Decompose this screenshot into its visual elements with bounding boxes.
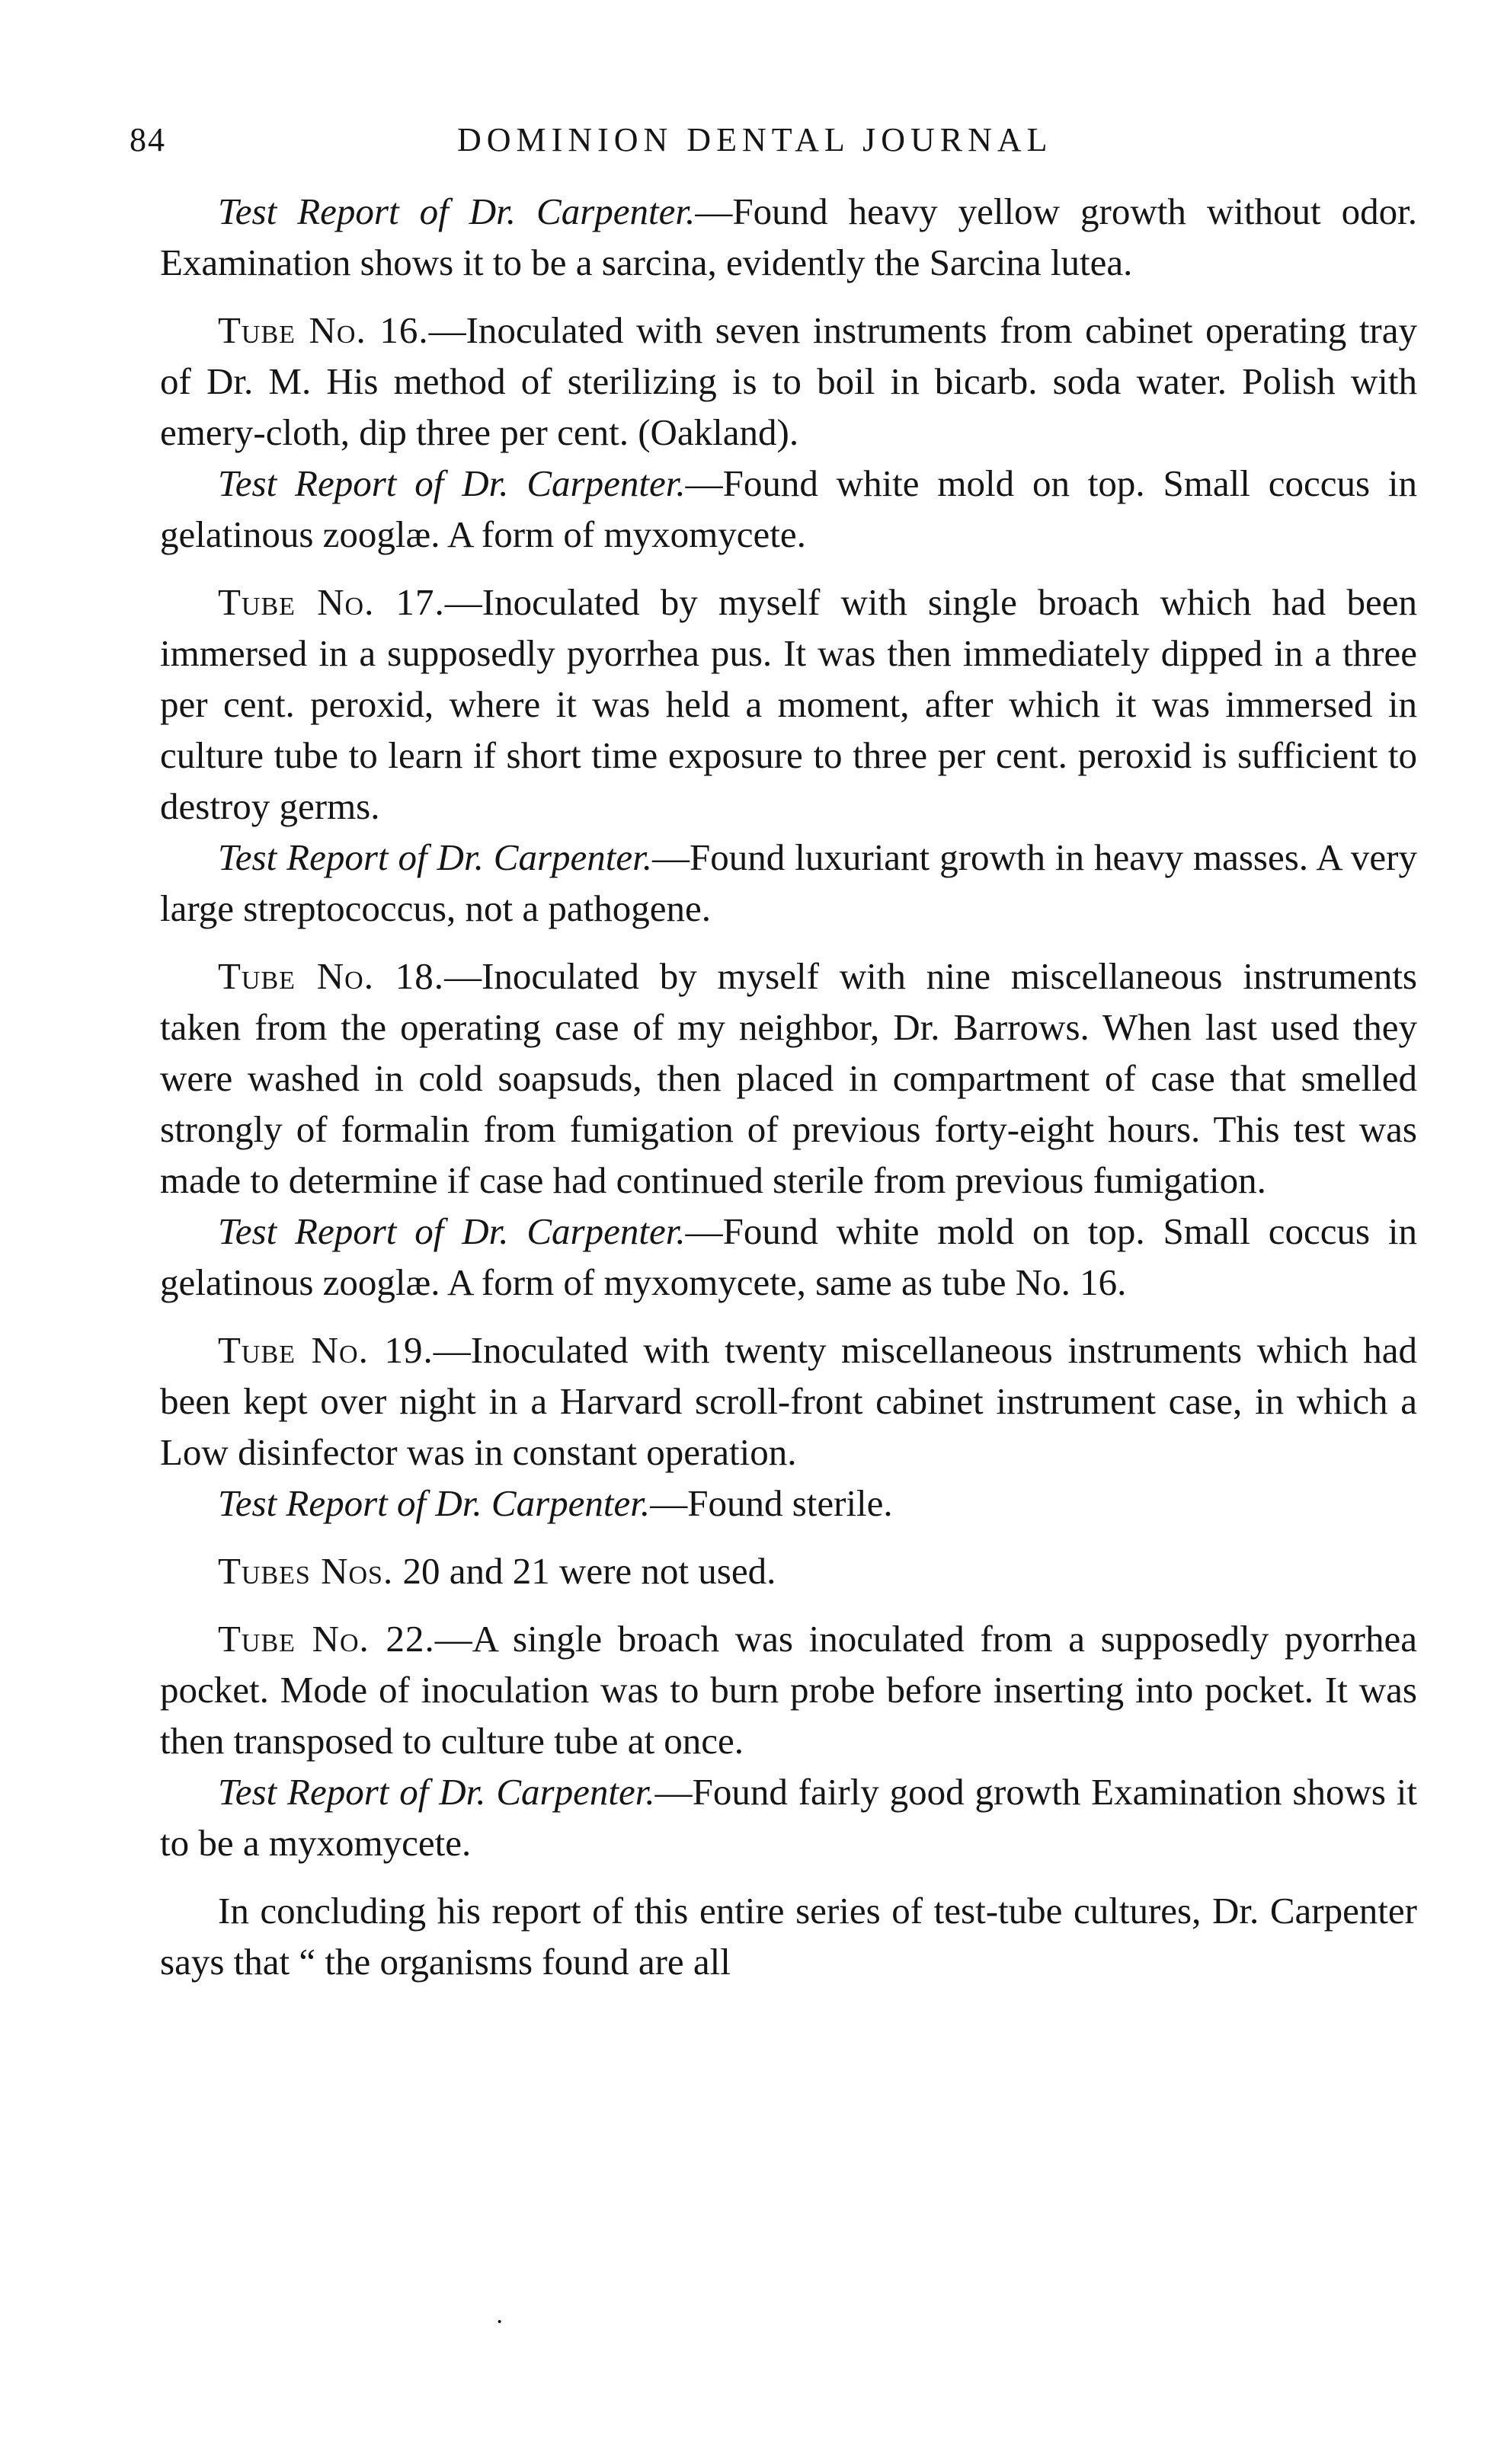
paragraph-text: —Found white mold on top. Small coccus in gelatinous zooglæ. A form of myxomycete.	[160, 462, 1417, 555]
tube-label: Tube No. 17.	[218, 581, 445, 623]
report-label: Test Report of Dr. Carpenter.	[218, 1482, 651, 1524]
running-head	[130, 114, 1417, 168]
tube-paragraph	[160, 1613, 1417, 1766]
report-label: Test Report of Dr. Carpenter.	[218, 190, 696, 232]
tube-label: Tube No. 16.	[218, 309, 429, 351]
paragraph-text: —A single broach was inoculated from a supposedly pyorrhea pocket. Mode of inoculation was to burn probe before inserting into pocket. It was then transposed to culture tube at once.	[160, 1618, 1417, 1762]
test-report-paragraph	[160, 1478, 1417, 1529]
paragraph-text: In concluding his report of this entire series of test-tube cultures, Dr. Carpenter says that “ the organisms found are all	[160, 1890, 1417, 1983]
paragraph-text: —Found white mold on top. Small coccus in gelatinous zooglæ. A form of myxomycete, same as tube No. 16.	[160, 1210, 1417, 1303]
paragraph-text: 20 and 21 were not used.	[393, 1550, 776, 1592]
paragraph-text: —Inoculated by myself with single broach which had been immersed in a supposedly pyorrhea pus. It was then immediately dipped in a three per cent. peroxid, where it was held a moment, after which it was immersed in culture tube to learn if short time exposure to three per cent. peroxid is sufficient to destroy germs.	[160, 581, 1418, 827]
test-report-paragraph	[160, 1766, 1417, 1868]
paragraph-text: —Found heavy yellow growth without odor. Examination shows it to be a sarcina, evidently the Sarcina lutea.	[160, 190, 1417, 283]
tubes-note-paragraph	[160, 1545, 1417, 1596]
tube-paragraph	[160, 577, 1417, 832]
footer-dot: ·	[495, 2308, 504, 2336]
test-report-paragraph	[160, 186, 1417, 288]
paragraph-text: —Found sterile.	[650, 1482, 893, 1524]
tubes-label: Tubes Nos.	[218, 1550, 394, 1592]
report-label: Test Report of Dr. Carpenter.	[218, 1210, 686, 1252]
tube-label: Tube No. 19.	[218, 1329, 434, 1371]
tube-label: Tube No. 22.	[218, 1618, 435, 1660]
conclusion-paragraph	[160, 1885, 1417, 1987]
tube-paragraph	[160, 951, 1417, 1206]
test-report-paragraph	[160, 832, 1417, 934]
journal-page	[130, 114, 1418, 1987]
journal-title: DOMINION DENTAL JOURNAL	[457, 121, 1053, 158]
report-label: Test Report of Dr. Carpenter.	[218, 462, 686, 504]
report-label: Test Report of Dr. Carpenter.	[218, 836, 653, 878]
test-report-paragraph	[160, 458, 1417, 560]
test-report-paragraph	[160, 1206, 1417, 1308]
page-number: 84	[130, 121, 166, 158]
paragraph-text: —Inoculated with twenty miscellaneous instruments which had been kept over night in a Harvard scroll-front cabinet instrument case, in which a Low disinfector was in constant operation.	[160, 1329, 1417, 1473]
report-label: Test Report of Dr. Carpenter.	[218, 1771, 655, 1813]
tube-paragraph	[160, 1325, 1417, 1478]
tube-paragraph	[160, 305, 1417, 458]
paragraph-text: —Inoculated by myself with nine miscellaneous instruments taken from the operating case of my neighbor, Dr. Barrows. When last used they were washed in cold soapsuds, then placed in compartment of case that smelled strongly of formalin from fumigation of previous forty-eight hours. This test was made to determine if case had continued sterile from previous fumigation.	[160, 955, 1417, 1201]
tube-label: Tube No. 18.	[218, 955, 445, 997]
paragraph-text: —Found luxuriant growth in heavy masses. A very large streptococcus, not a pathogene.	[160, 836, 1417, 929]
paragraph-text: —Inoculated with seven instruments from cabinet operating tray of Dr. M. His method of sterilizing is to boil in bicarb. soda water. Polish with emery-cloth, dip three per cent. (Oakland).	[160, 309, 1417, 453]
paragraph-text: —Found fairly good growth Examination shows it to be a myxomycete.	[160, 1771, 1417, 1864]
